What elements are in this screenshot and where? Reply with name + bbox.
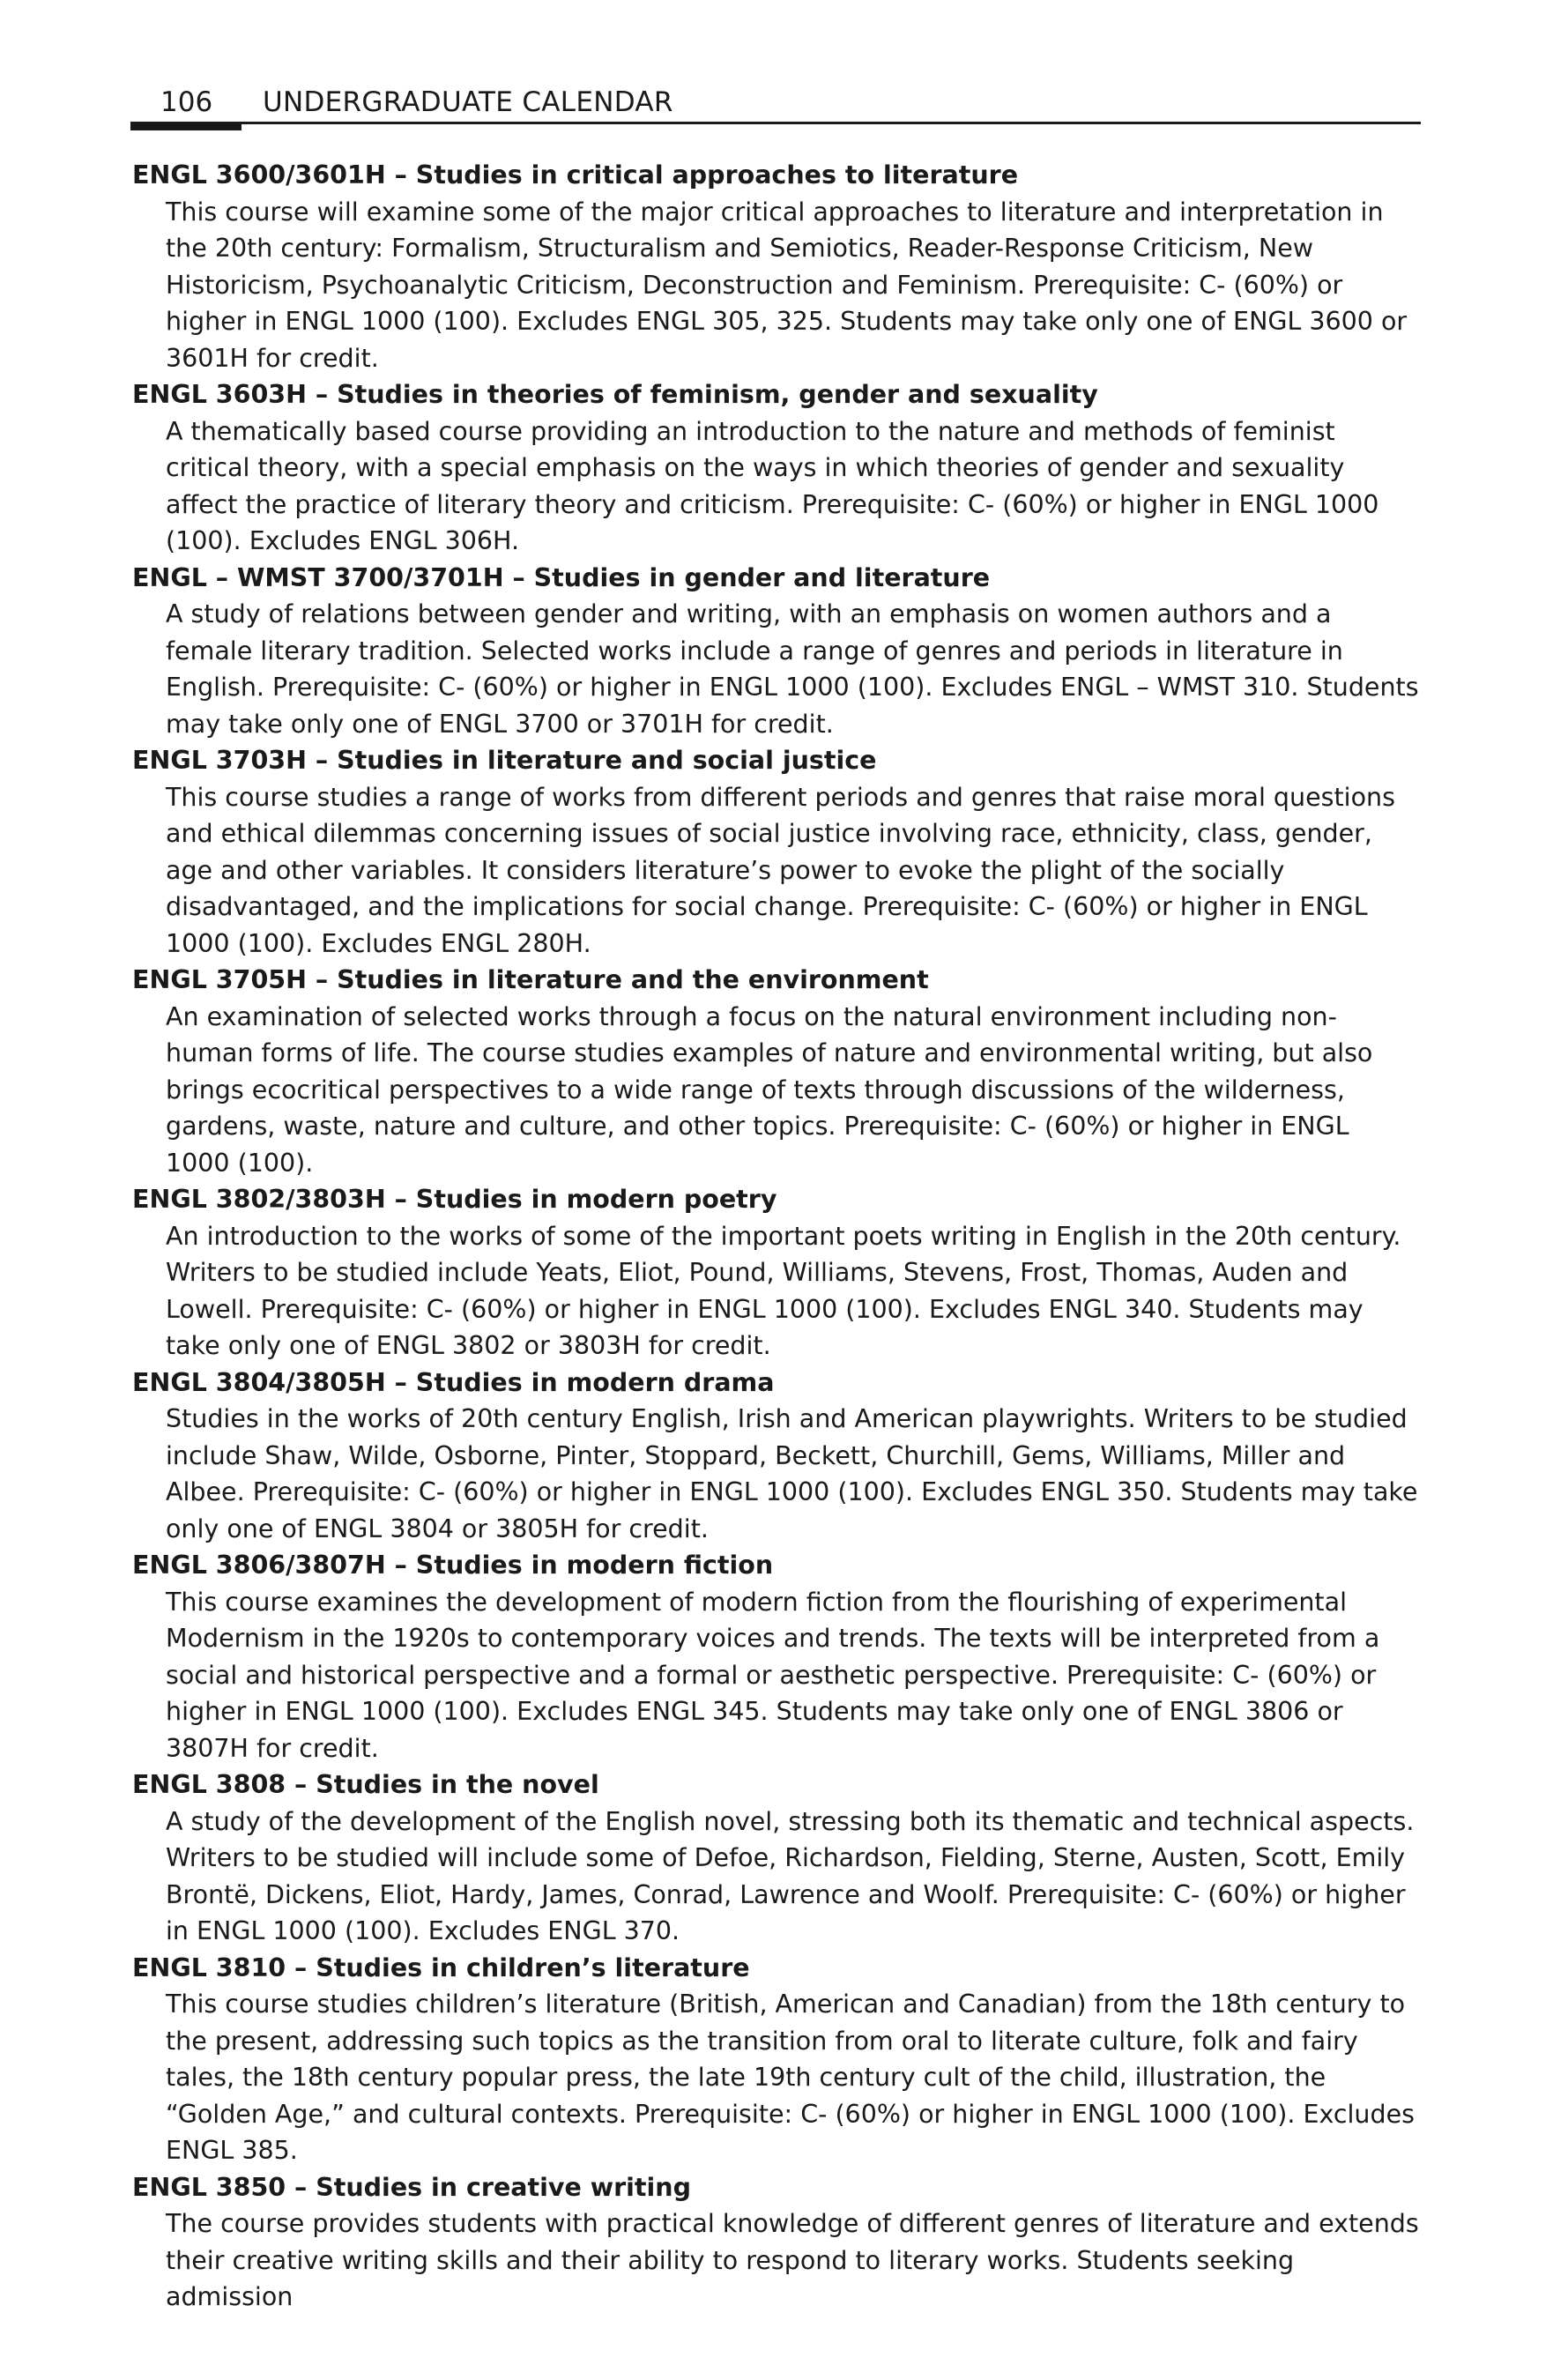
course-description: An examination of selected works through a focus on the natural environment including non-human forms of life. The course studies examples of nature and environmental writing, but also brings ecocritical perspectives to a wide range of texts through discussions of the wilderness, gardens, waste, nature and culture, and other topics. Prerequisite: C- (60%) or higher in ENGL 1000 (100). xyxy=(166,1001,1373,1178)
course-title: ENGL 3703H – Studies in literature and social justice xyxy=(132,746,877,775)
course-entry xyxy=(132,157,1421,376)
course-description: An introduction to the works of some of the important poets writing in English in the 20th century. Writers to be studied include Yeats, Eliot, Pound, Williams, Stevens, Frost, Thomas, Auden and Lowell. Prerequisite: C- (60%) or higher in ENGL 1000 (100). Excludes ENGL 340. Students may take only one of ENGL 3802 or 3803H for credit. xyxy=(166,1221,1401,1360)
course-description: Studies in the works of 20th century English, Irish and American playwrights. Writers to be studied include Shaw, Wilde, Osborne, Pinter, Stoppard, Beckett, Churchill, Gems, Williams, Miller and Albee. Prerequisite: C- (60%) or higher in ENGL 1000 (100). Excludes ENGL 350. Students may take only one of ENGL 3804 or 3805H for credit. xyxy=(166,1404,1418,1543)
header-tab-bar xyxy=(130,122,241,130)
course-description: The course provides students with practical knowledge of different genres of literature and extends their creative writing skills and their ability to respond to literary works. Students seeking admission xyxy=(166,2209,1419,2311)
course-description: A thematically based course providing an introduction to the nature and methods of feminist critical theory, with a special emphasis on the ways in which theories of gender and sexuality affect the practice of literary theory and criticism. Prerequisite: C- (60%) or higher in ENGL 1000 (100). Excludes ENGL 306H. xyxy=(166,416,1379,555)
course-title: ENGL 3804/3805H – Studies in modern drama xyxy=(132,1367,775,1397)
course-entry xyxy=(132,1950,1421,2169)
course-entry xyxy=(132,1181,1421,1365)
course-entry xyxy=(132,742,1421,962)
course-description: This course will examine some of the major critical approaches to literature and interpretation in the 20th century: Formalism, Structuralism and Semiotics, Reader-Response Criticism, New Historicism, Psychoanalytic Criticism, Deconstruction and Feminism. Prerequisite: C- (60%) or higher in ENGL 1000 (100). Excludes ENGL 305, 325. Students may take only one of ENGL 3600 or 3601H for credit. xyxy=(166,197,1408,373)
course-entry xyxy=(132,376,1421,560)
course-description: This course studies a range of works from different periods and genres that raise moral questions and ethical dilemmas concerning issues of social justice involving race, ethnicity, class, gender, age and other variables. It considers literature’s power to evoke the plight of the socially disadvantaged, and the implications for social change. Prerequisite: C- (60%) or higher in ENGL 1000 (100). Excludes ENGL 280H. xyxy=(166,782,1395,958)
course-title: ENGL 3600/3601H – Studies in critical approaches to literature xyxy=(132,160,1019,190)
course-description: A study of the development of the English novel, stressing both its thematic and technical aspects. Writers to be studied will include some of Defoe, Richardson, Fielding, Sterne, Austen, Scott, Emily Brontë, Dickens, Eliot, Hardy, James, Conrad, Lawrence and Woolf. Prerequisite: C- (60%) or higher in ENGL 1000 (100). Excludes ENGL 370. xyxy=(166,1806,1415,1945)
course-description: A study of relations between gender and writing, with an emphasis on women authors and a female literary tradition. Selected works include a range of genres and periods in literature in English. Prerequisite: C- (60%) or higher in ENGL 1000 (100). Excludes ENGL – WMST 310. Students may take only one of ENGL 3700 or 3701H for credit. xyxy=(166,599,1419,739)
header-rule xyxy=(130,122,1421,124)
course-entry xyxy=(132,962,1421,1181)
course-title: ENGL 3806/3807H – Studies in modern fiction xyxy=(132,1551,774,1580)
course-title: ENGL 3810 – Studies in children’s literature xyxy=(132,1952,750,1982)
course-entry xyxy=(132,1365,1421,1548)
course-entry xyxy=(132,2169,1421,2316)
course-entry xyxy=(132,1766,1421,1950)
course-title: ENGL 3802/3803H – Studies in modern poetry xyxy=(132,1185,777,1214)
course-title: ENGL 3808 – Studies in the novel xyxy=(132,1770,599,1799)
running-title: UNDERGRADUATE CALENDAR xyxy=(263,86,673,118)
course-entry xyxy=(132,1547,1421,1766)
course-title: ENGL 3603H – Studies in theories of feminism, gender and sexuality xyxy=(132,380,1098,409)
course-description: This course studies children’s literature (British, American and Canadian) from the 18th century to the present, addressing such topics as the transition from oral to literate culture, folk and fairy tales, the 18th century popular press, the late 19th century cult of the child, illustration, the “Golden Age,” and cultural contexts. Prerequisite: C- (60%) or higher in ENGL 1000 (100). Excludes ENGL 385. xyxy=(166,1990,1415,2165)
course-title: ENGL – WMST 3700/3701H – Studies in gender and literature xyxy=(132,562,991,592)
course-list xyxy=(132,157,1421,2316)
course-entry xyxy=(132,560,1421,743)
page-number: 106 xyxy=(160,86,213,118)
course-title: ENGL 3850 – Studies in creative writing xyxy=(132,2172,691,2202)
page-header xyxy=(130,85,1421,130)
course-description: This course examines the development of modern fiction from the flourishing of experimental Modernism in the 1920s to contemporary voices and trends. The texts will be interpreted from a social and historical perspective and a formal or aesthetic perspective. Prerequisite: C- (60%) or higher in ENGL 1000 (100). Excludes ENGL 345. Students may take only one of ENGL 3806 or 3807H for credit. xyxy=(166,1587,1380,1763)
course-title: ENGL 3705H – Studies in literature and the environment xyxy=(132,965,929,994)
